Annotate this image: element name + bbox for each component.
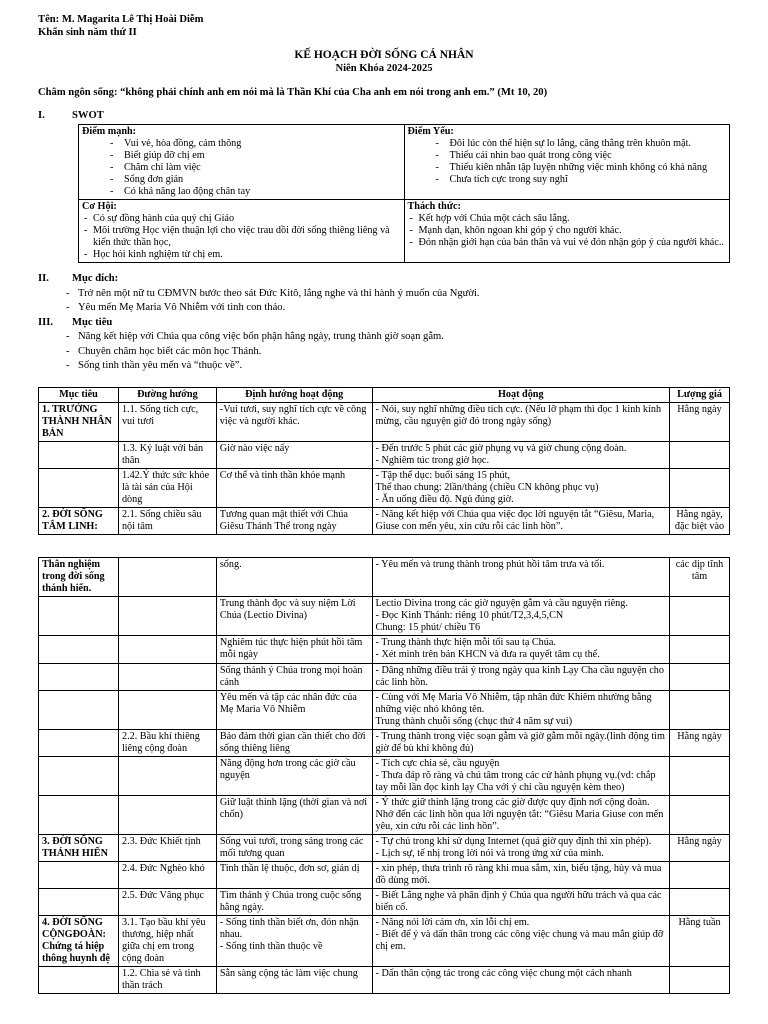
table-cell: - Sống tinh thần biết ơn, đón nhận nhau. - Sống tinh thần thuộc về [216, 916, 372, 967]
strength-item: - Chăm chỉ làm việc [110, 162, 401, 174]
table-cell [670, 967, 730, 994]
table-cell: 1. TRƯỞNG THÀNH NHÂN BẢN [39, 402, 119, 441]
table-cell: - Cùng với Mẹ Maria Vô Nhiễm, tập nhân đức Khiêm nhường bằng những việc nhỏ không tên. Trung thành chuỗi sống (chục thứ 4 năm sự vui) [372, 690, 669, 729]
table-cell: - Nói, suy nghĩ những điều tích cực. (Nếu lỡ phạm thì đọc 1 kinh kính mừng, cầu nguyện giờ đó trong ngày sống) [372, 402, 669, 441]
table-cell: -Vui tươi, suy nghĩ tích cực về công việc và người khác. [216, 402, 372, 441]
table-cell [118, 690, 216, 729]
table-cell: - Năng kết hiệp với Chúa qua việc đọc lời nguyện tắt “Giêsu, Maria, Giuse con mến yêu, xin cứu rỗi các linh hồn”. [372, 508, 669, 535]
opportunity-item: - Có sự đồng hành của quý chị Giáo [84, 213, 401, 225]
table-row [39, 834, 730, 861]
strength-item: - Sống đơn giản [110, 174, 401, 186]
table-header-cell: Định hướng hoạt động [216, 387, 372, 402]
table-row [39, 690, 730, 729]
table-row [39, 597, 730, 636]
table-row [39, 861, 730, 888]
purpose-list [38, 288, 730, 315]
table-cell: 2.4. Đức Nghèo khó [118, 861, 216, 888]
table-header-row [39, 387, 730, 402]
table-cell: 2.5. Đức Vâng phục [118, 889, 216, 916]
table-cell: Hằng ngày [670, 402, 730, 441]
table-cell [39, 967, 119, 994]
table-cell: 1.3. Kỷ luật với bản thân [118, 442, 216, 469]
table-row [39, 508, 730, 535]
table-cell: Hằng ngày [670, 834, 730, 861]
table-cell [39, 690, 119, 729]
purpose-item: - Yêu mến Mẹ Maria Vô Nhiễm với tình con thảo. [66, 302, 730, 315]
table-cell: - Trung thành thực hiện mỗi tối sau tạ Chúa. - Xét mình trên bản KHCN và đưa ra quyết tâm cụ thể. [372, 636, 669, 663]
table-row [39, 442, 730, 469]
threats-cell: Thách thức: - Kết hợp với Chúa một cách sâu lắng. - Mạnh dạn, khôn ngoan khi góp ý cho người khác. - Đón nhận giới hạn của bản thân và vui vẻ đón nhận góp ý của người khác.. [404, 200, 730, 263]
document-title: KẾ HOẠCH ĐỜI SỐNG CÁ NHÂN [294, 49, 474, 61]
table-cell: Trung thành đọc và suy niệm Lời Chúa (Lectio Divina) [216, 597, 372, 636]
threat-item: - Mạnh dạn, khôn ngoan khi góp ý cho người khác. [410, 225, 727, 237]
goals-list [38, 331, 730, 373]
table-cell: các dịp tĩnh tâm [670, 558, 730, 597]
table-cell: sống. [216, 558, 372, 597]
table-row [39, 729, 730, 756]
table-cell [670, 597, 730, 636]
opportunities-cell: Cơ Hội: - Có sự đồng hành của quý chị Giáo - Môi trường Học viện thuận lợi cho việc trau dồi đời sống thiêng liêng và kiến thức thần học, - Học hỏi kinh nghiệm từ chị em. [79, 200, 405, 263]
weaknesses-list [408, 138, 727, 186]
table-cell [670, 756, 730, 795]
table-cell [39, 889, 119, 916]
table-cell [670, 889, 730, 916]
table-cell [670, 442, 730, 469]
goals-heading: III. Mục tiêu [38, 316, 113, 328]
table-cell: Sống vui tươi, trong sáng trong các mối tương quan [216, 834, 372, 861]
table-cell [39, 442, 119, 469]
table-cell: 2.1. Sống chiều sâu nội tâm [118, 508, 216, 535]
table-cell [39, 795, 119, 834]
purpose-item: - Trở nên một nữ tu CĐMVN bước theo sát Đức Kitô, lắng nghe và thi hành ý muốn của Người. [66, 288, 730, 301]
weakness-item: - Chưa tích cực trong suy nghĩ [436, 174, 727, 186]
table-cell: Sống thánh ý Chúa trong mọi hoàn cảnh [216, 663, 372, 690]
threats-list [408, 213, 727, 249]
table-header-cell: Hoạt động [372, 387, 669, 402]
opportunity-item: - Học hỏi kinh nghiệm từ chị em. [84, 249, 401, 261]
table-row [39, 916, 730, 967]
strength-item: - Biết giúp đỡ chị em [110, 150, 401, 162]
weakness-item: - Thiếu kiên nhẫn tập luyện những việc mình không có khả năng [436, 162, 727, 174]
author-class: Khấn sinh năm thứ II [38, 26, 137, 38]
table-cell [670, 663, 730, 690]
table-cell: - Trung thành trong việc soạn gẫm và giờ gẫm mỗi ngày.(linh động tìm giờ để bù khi không đủ) [372, 729, 669, 756]
table-cell: - Năng nói lời cám ơn, xin lỗi chị em. - Biết để ý và dấn thân trong các công việc chung và mau mắn giúp đỡ chị em. [372, 916, 669, 967]
table-cell: - Tập thể dục: buổi sáng 15 phút, Thể thao chung: 2lần/tháng (chiều CN không phục vụ) - Ăn uống điều độ. Ngủ đúng giờ. [372, 469, 669, 508]
table-cell: Nghiêm túc thực hiện phút hồi tâm mỗi ngày [216, 636, 372, 663]
table-cell: 2.3. Đức Khiết tịnh [118, 834, 216, 861]
goal-item: - Chuyên chăm học biết các môn học Thánh. [66, 346, 730, 359]
table-cell: 3.1. Tạo bầu khí yêu thương, hiệp nhất giữa chị em trong cộng đoàn [118, 916, 216, 967]
table-cell: - Dâng những điều trái ý trong ngày qua kinh Lạy Cha cầu nguyện cho các linh hồn. [372, 663, 669, 690]
table-cell: 2.2. Bầu khí thiêng liêng cộng đoàn [118, 729, 216, 756]
table-cell: - Biết Lắng nghe và phân định ý Chúa qua người hữu trách và qua các biến cố. [372, 889, 669, 916]
opportunities-list [82, 213, 401, 261]
table-cell [39, 469, 119, 508]
table-cell: - Tích cực chia sẻ, cầu nguyện - Thưa đáp rõ ràng và chú tâm trong các cử hành phụng vụ.(vd: chắp tay mỗi lần đọc kinh lạy Cha với ý chỉ cầu nguyện kèm theo) [372, 756, 669, 795]
table-cell [39, 756, 119, 795]
table-cell [670, 469, 730, 508]
table-cell [118, 756, 216, 795]
weakness-item: - Đôi lúc còn thể hiện sự lo lắng, căng thẳng trên khuôn mặt. [436, 138, 727, 150]
table-cell: Tương quan mật thiết với Chúa Giêsu Thánh Thể trong ngày [216, 508, 372, 535]
goal-item: - Năng kết hiệp với Chúa qua công việc bổn phận hằng ngày, trung thành giờ soạn gẫm. [66, 331, 730, 344]
goal-item: - Sống tinh thần yêu mến và “thuộc về”. [66, 360, 730, 373]
table-cell: Thân nghiệm trong đời sống thánh hiến. [39, 558, 119, 597]
table-cell: 3. ĐỜI SỐNG THÁNH HIẾN [39, 834, 119, 861]
table-cell [39, 636, 119, 663]
purpose-heading: II. Mục đích: [38, 273, 119, 285]
table-row [39, 967, 730, 994]
swot-heading: I. SWOT [38, 109, 104, 121]
table-cell: Yêu mến và tập các nhân đức của Mẹ Maria Vô Nhiễm [216, 690, 372, 729]
table-row [39, 636, 730, 663]
table-cell: Lectio Divina trong các giờ nguyện gẫm và cầu nguyện riêng. - Đọc Kinh Thánh: riêng 10 phút/T2,3,4,5,CN Chung: 15 phút/ chiều T6 [372, 597, 669, 636]
table-cell [118, 636, 216, 663]
table-row [39, 469, 730, 508]
table-row [39, 889, 730, 916]
table-cell: - Đến trước 5 phút các giờ phụng vụ và giờ chung cộng đoàn. - Nghiêm túc trong giờ học. [372, 442, 669, 469]
weaknesses-cell: Điểm Yếu: - Đôi lúc còn thể hiện sự lo lắng, căng thẳng trên khuôn mặt. - Thiếu cái nhìn bao quát trong công việc - Thiếu kiên nhẫn tập luyện những việc mình không có khả năng - Chưa tích cực trong suy nghĩ [404, 125, 730, 200]
table-cell: Hằng tuần [670, 916, 730, 967]
opportunity-item: - Môi trường Học viện thuận lợi cho việc trau dồi đời sống thiêng liêng và kiến thức thần học, [84, 225, 401, 249]
table-cell [670, 795, 730, 834]
table-cell: Tìm thánh ý Chúa trong cuộc sống hằng ngày. [216, 889, 372, 916]
table-cell [118, 663, 216, 690]
table-cell: 2. ĐỜI SỐNG TÂM LINH: [39, 508, 119, 535]
table-cell: Tinh thần lệ thuộc, đơn sơ, giản dị [216, 861, 372, 888]
table-cell: Hằng ngày [670, 729, 730, 756]
table-cell [39, 597, 119, 636]
strength-item: - Vui vẻ, hòa đồng, cảm thông [110, 138, 401, 150]
life-motto: Châm ngôn sống: “không phải chính anh em nói mà là Thần Khí của Cha anh em nói trong anh em.” (Mt 10, 20) [38, 87, 548, 99]
table-row [39, 795, 730, 834]
table-cell [39, 729, 119, 756]
table-cell: Giữ luật thinh lặng (thời gian và nơi chốn) [216, 795, 372, 834]
table-cell [670, 861, 730, 888]
table-cell: 1.2. Chia sẻ và tinh thần trách [118, 967, 216, 994]
table-row [39, 756, 730, 795]
weakness-item: - Thiếu cái nhìn bao quát trong công việc [436, 150, 727, 162]
threat-item: - Đón nhận giới hạn của bản thân và vui vẻ đón nhận góp ý của người khác.. [410, 237, 727, 249]
table-cell: Hằng ngày, đặc biệt vào [670, 508, 730, 535]
threat-item: - Kết hợp với Chúa một cách sâu lắng. [410, 213, 727, 225]
plan-table-part-2 [38, 557, 730, 994]
strength-item: - Có khả năng lao động chân tay [110, 186, 401, 198]
table-cell: 4. ĐỜI SỐNG CỘNGĐOÀN: Chứng tá hiệp thông huynh đệ [39, 916, 119, 967]
table-cell: Sẵn sàng cộng tác làm việc chung [216, 967, 372, 994]
table-cell: - Yêu mến và trung thành trong phút hồi tâm trưa và tối. [372, 558, 669, 597]
swot-table [78, 124, 730, 263]
table-cell: Bảo đảm thời gian cần thiết cho đời sống thiêng liêng [216, 729, 372, 756]
plan-table-part-1 [38, 387, 730, 535]
table-cell: - Ý thức giữ thinh lặng trong các giờ được quy định nơi cộng đoàn. Nhớ đến các linh hồn qua lời nguyện tắt: “Giêsu Maria Giuse con mến yêu, xin cứu rỗi các linh hồn”. [372, 795, 669, 834]
table-cell [118, 597, 216, 636]
table-row [39, 402, 730, 441]
table-header-cell: Mục tiêu [39, 387, 119, 402]
table-cell [118, 558, 216, 597]
strengths-list [82, 138, 401, 198]
document-subtitle: Niên Khóa 2024-2025 [335, 62, 433, 74]
table-cell: - xin phép, thưa trình rõ ràng khi mua sắm, xin, biếu tặng, hủy và mua đồ dùng mới. [372, 861, 669, 888]
table-cell [670, 690, 730, 729]
table-cell: - Tự chủ trong khi sử dụng Internet (quá giờ quy định thì xin phép). - Lịch sự, tế nhị trong lời nói và trong ứng xử của mình. [372, 834, 669, 861]
author-name: Tên: M. Magarita Lê Thị Hoài Diễm [38, 14, 204, 25]
table-header-cell: Đường hướng [118, 387, 216, 402]
table-cell: Cơ thể và tinh thần khỏe mạnh [216, 469, 372, 508]
table-row [39, 663, 730, 690]
table-cell: 1.42.Ý thức sức khỏe là tài sản của Hội dòng [118, 469, 216, 508]
table-cell [670, 636, 730, 663]
strengths-cell: Điểm mạnh: - Vui vẻ, hòa đồng, cảm thông - Biết giúp đỡ chị em - Chăm chỉ làm việc - Sống đơn giản - Có khả năng lao động chân tay [79, 125, 405, 200]
table-cell: Giờ nào việc nấy [216, 442, 372, 469]
table-cell [39, 861, 119, 888]
table-cell [118, 795, 216, 834]
table-cell: Năng động hơn trong các giờ cầu nguyện [216, 756, 372, 795]
table-row [39, 558, 730, 597]
document-page [38, 14, 730, 994]
table-header-cell: Lượng giá [670, 387, 730, 402]
table-cell: - Dấn thân cộng tác trong các công việc chung một cách nhanh [372, 967, 669, 994]
table-cell: 1.1. Sống tích cực, vui tươi [118, 402, 216, 441]
table-cell [39, 663, 119, 690]
